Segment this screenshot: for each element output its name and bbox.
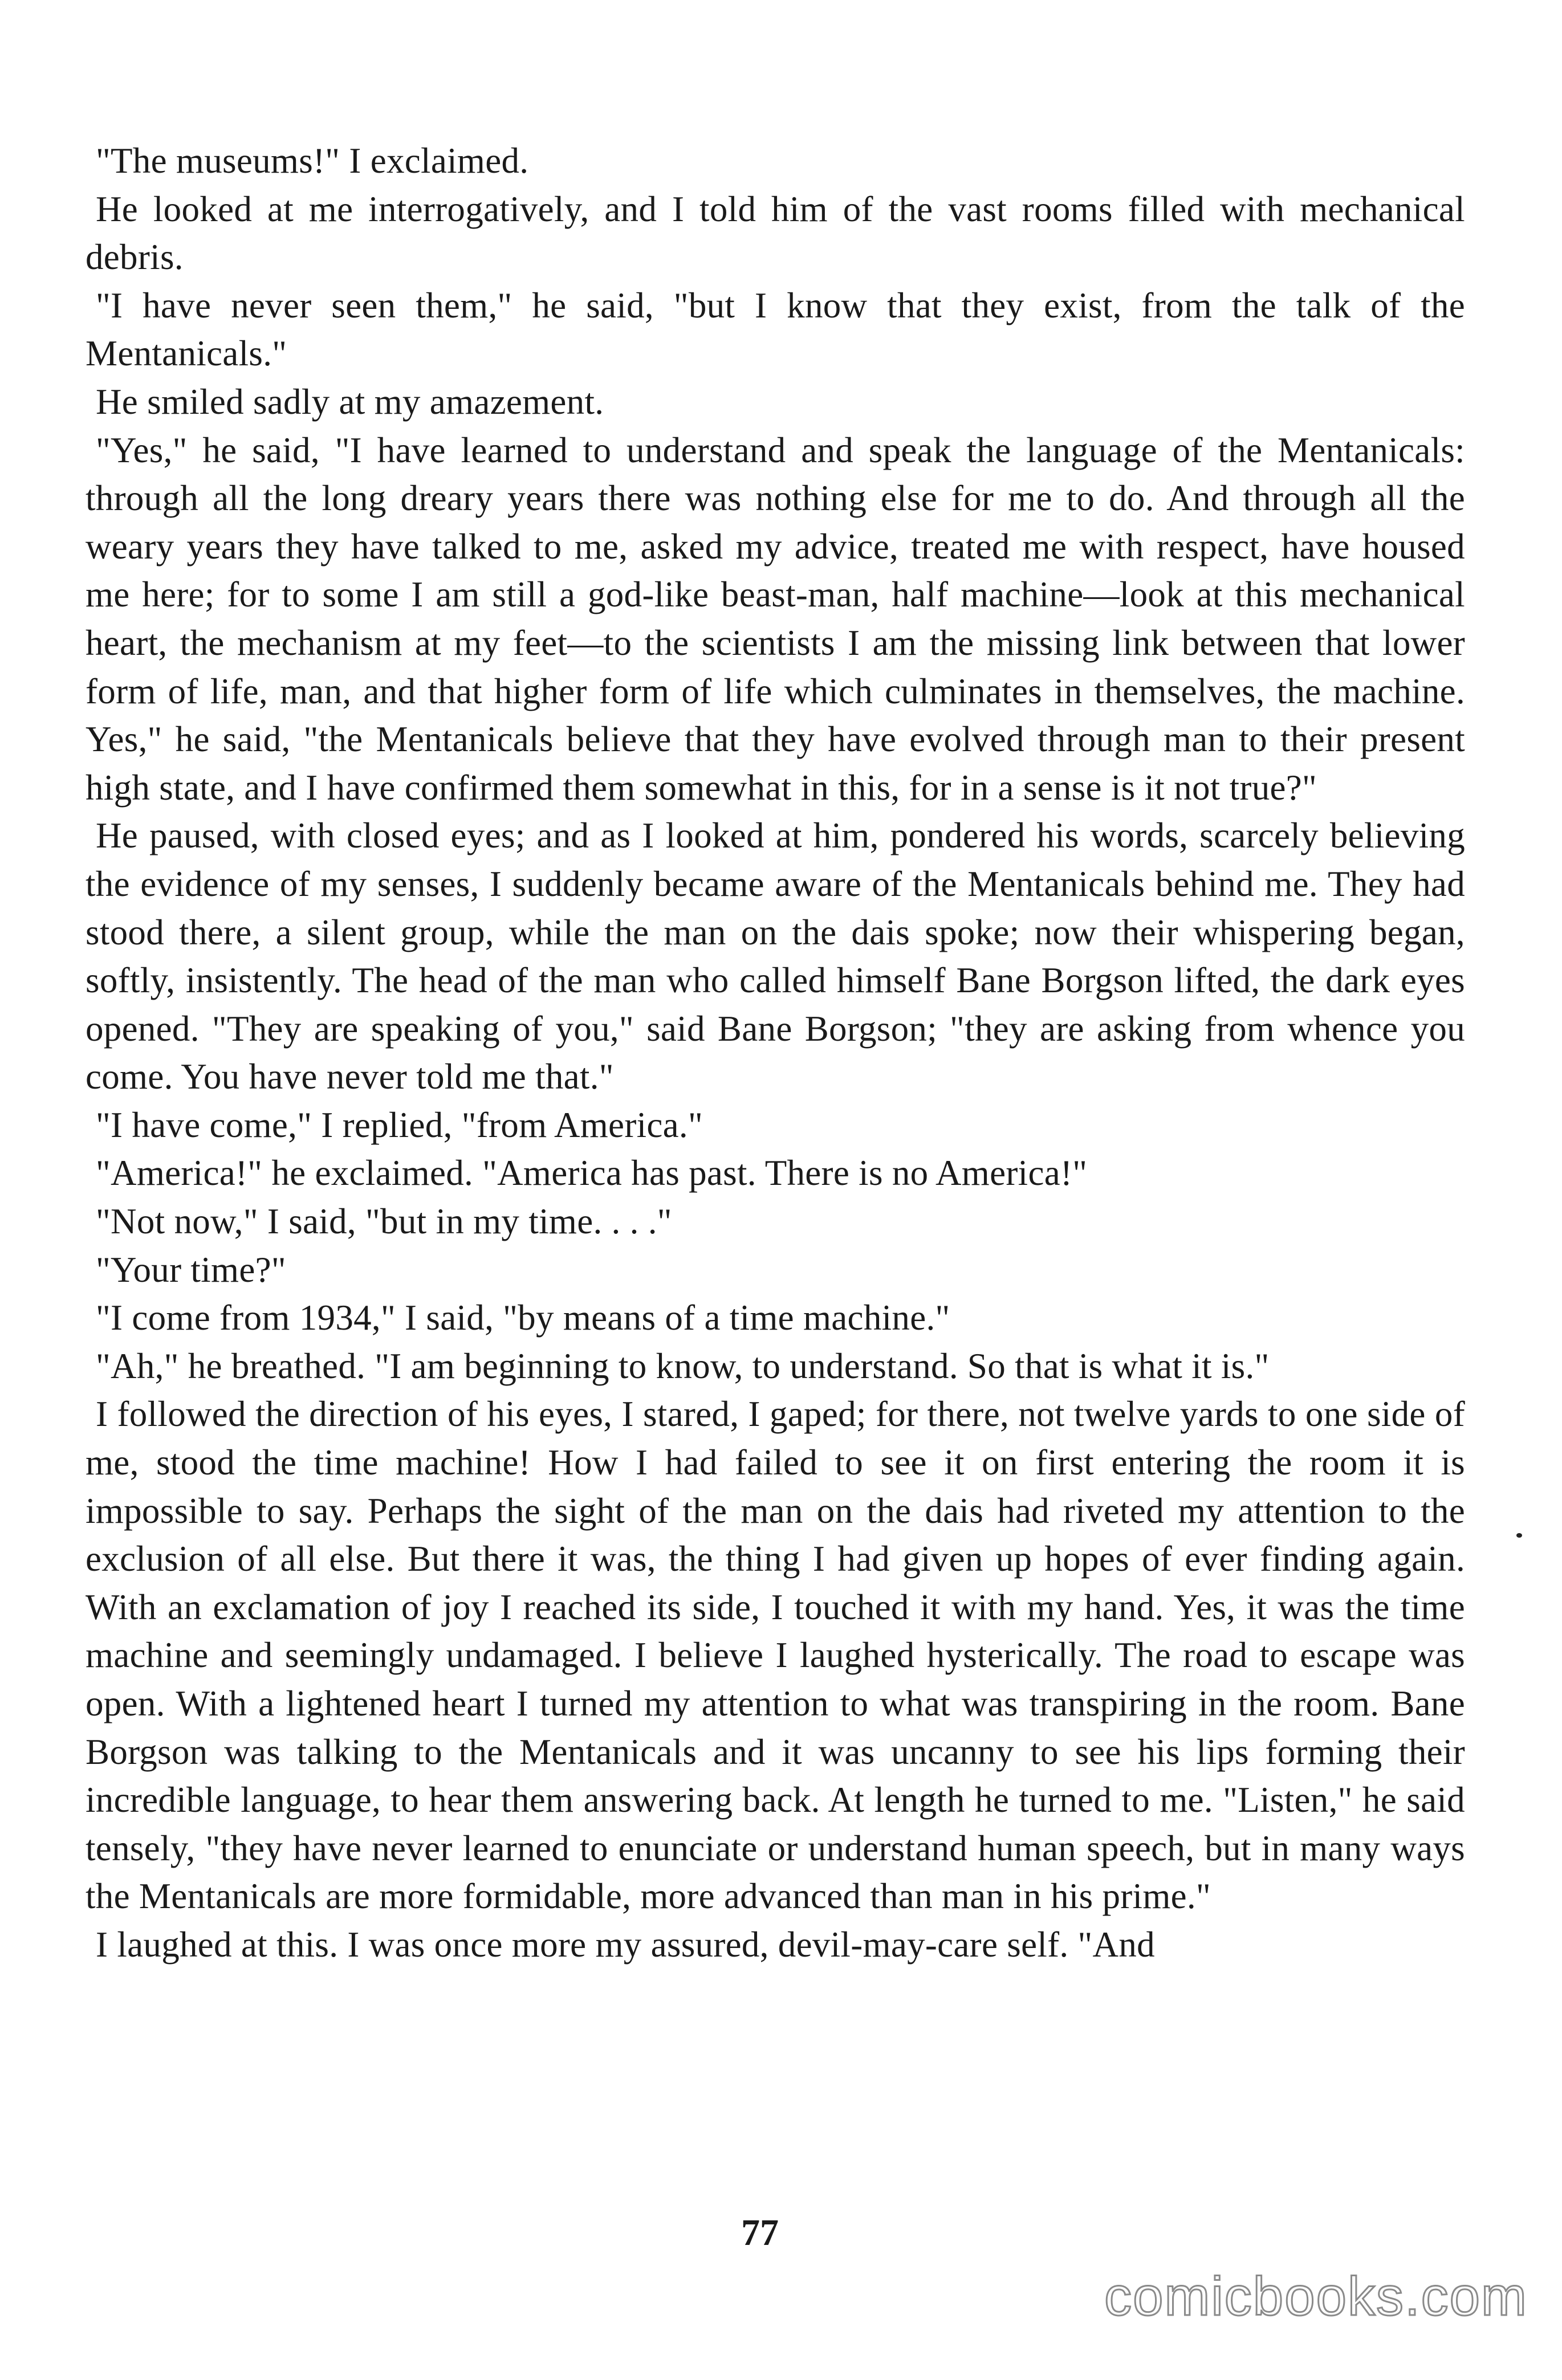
paragraph: "Not now," I said, "but in my time. . . ." — [96, 1201, 672, 1242]
paragraph: "Yes," he said, "I have learned to understand and speak the language of the Mentanicals: through all the long dreary years there was nothing else for me to do. And through all the weary years they have talked to me, asked my advice, treated me with respect, have housed me here; for to some I am still a god-like beast-man, half machine—look at this mechanical heart, the mechanism at my feet—to the scientists I am the missing link between that lower form of life, man, and that higher form of life which culminates in themselves, the machine. Yes," he said, "the Mentanicals believe that they have evolved through man to their present high state, and I have confirmed them somewhat in this, for in a sense is it not true?" — [86, 430, 1465, 808]
paragraph: "I have never seen them," he said, "but I know that they exist, from the talk of the Mentanicals." — [86, 285, 1465, 374]
page-body — [86, 137, 1465, 1969]
paragraph: "The museums!" I exclaimed. — [96, 141, 529, 181]
text-block — [86, 137, 1465, 1969]
paragraph: He paused, with closed eyes; and as I looked at him, pondered his words, scarcely believing the evidence of my senses, I suddenly became aware of the Mentanicals behind me. They had stood there, a silent group, while the man on the dais spoke; now their whispering began, softly, insistently. The head of the man who called himself Bane Borgson lifted, the dark eyes opened. "They are speaking of you," said Bane Borgson; "they are asking from whence you come. You have never told me that." — [86, 816, 1465, 1097]
paragraph: "Your time?" — [96, 1249, 286, 1290]
paragraph: "Ah," he breathed. "I am beginning to know, to understand. So that is what it is." — [96, 1346, 1270, 1386]
print-speck — [1516, 1533, 1522, 1538]
page-number: 77 — [741, 2212, 779, 2253]
watermark: comicbooks.com — [1104, 2266, 1528, 2327]
paragraph: "I have come," I replied, "from America." — [96, 1105, 703, 1145]
paragraph: He looked at me interrogatively, and I told him of the vast rooms filled with mechanical debris. — [86, 189, 1465, 278]
paragraph: I followed the direction of his eyes, I stared, I gaped; for there, not twelve yards to one side of me, stood the time machine! How I had failed to see it on first entering the room it is impossible to say. Perhaps the sight of the man on the dais had riveted my attention to the exclusion of all else. But there it was, the thing I had given up hopes of ever finding again. With an exclamation of joy I reached its side, I touched it with my hand. Yes, it was the time machine and seemingly undamaged. I believe I laughed hysterically. The road to escape was open. With a lightened heart I turned my attention to what was transpiring in the room. Bane Borgson was talking to the Mentanicals and it was uncanny to see his lips forming their incredible language, to hear them answering back. At length he turned to me. "Listen," he said tensely, "they have never learned to enunciate or understand human speech, but in many ways the Mentanicals are more formidable, more advanced than man in his prime." — [86, 1394, 1465, 1917]
paragraph: "America!" he exclaimed. "America has past. There is no America!" — [96, 1153, 1088, 1193]
paragraph: I laughed at this. I was once more my assured, devil-may-care self. "And — [96, 1924, 1155, 1965]
paragraph: He smiled sadly at my amazement. — [96, 381, 604, 422]
paragraph: "I come from 1934," I said, "by means of a time machine." — [96, 1298, 950, 1338]
